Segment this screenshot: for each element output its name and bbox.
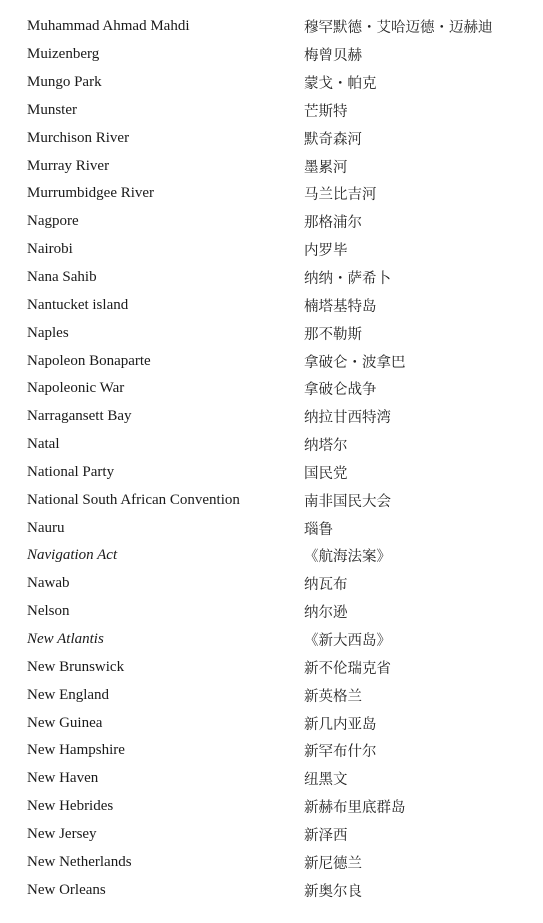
glossary-row [0,291,543,319]
glossary-row [0,486,543,514]
chinese-term: 新赫布里底群岛 [304,800,406,817]
glossary-row [0,236,543,264]
chinese-term: 墨累河 [304,159,348,176]
chinese-term: 纳尔逊 [304,605,348,622]
english-term: Nantucket island [27,296,129,313]
english-term: Nawab [27,575,70,592]
english-term: Nagpore [27,213,79,230]
glossary-row [0,13,543,41]
chinese-term: 新奥尔良 [304,883,362,900]
glossary-row [0,514,543,542]
chinese-term: 拿破仑战争 [304,382,377,399]
glossary-row [0,848,543,876]
chinese-term: 梅曾贝赫 [304,48,362,65]
glossary-row [0,319,543,347]
glossary-row [0,820,543,848]
glossary-row [0,431,543,459]
english-term: Murray River [27,157,110,174]
english-term: Natal [27,436,60,453]
english-term: Muizenberg [27,46,100,63]
english-term: National Party [27,463,115,480]
chinese-term: 新几内亚岛 [304,716,377,733]
chinese-term: 那格浦尔 [304,215,362,232]
english-term: National South African Convention [27,491,240,508]
english-term: Navigation Act [27,547,118,564]
english-term: New England [27,686,110,703]
glossary-list [0,13,543,904]
glossary-row [0,626,543,654]
glossary-row [0,570,543,598]
english-term: Nairobi [27,241,73,258]
chinese-term: 蒙戈・帕克 [304,76,377,93]
english-term: New Hebrides [27,798,114,815]
glossary-row [0,375,543,403]
chinese-term: 新不伦瑞克省 [304,660,391,677]
glossary-row [0,403,543,431]
english-term: Murchison River [27,129,130,146]
chinese-term: 芒斯特 [304,103,348,120]
chinese-term: 《航海法案》 [304,549,391,566]
glossary-row [0,41,543,69]
glossary-row [0,264,543,292]
english-term: New Atlantis [27,630,104,647]
glossary-row [0,793,543,821]
english-term: Napoleon Bonaparte [27,352,151,369]
chinese-term: 拿破仑・波拿巴 [304,354,406,371]
english-term: New Brunswick [27,658,125,675]
english-term: Napoleonic War [27,380,125,397]
english-term: Mungo Park [27,74,102,91]
glossary-row [0,347,543,375]
english-term: Nana Sahib [27,269,97,286]
chinese-term: 马兰比吉河 [304,187,377,204]
english-term: New Haven [27,770,99,787]
chinese-term: 纳拉甘西特湾 [304,410,391,427]
chinese-term: 那不勒斯 [304,326,362,343]
chinese-term: 默奇森河 [304,131,362,148]
glossary-row [0,124,543,152]
glossary-row [0,459,543,487]
english-term: Naples [27,324,69,341]
glossary-row [0,681,543,709]
chinese-term: 新罕布什尔 [304,744,377,761]
english-term: Murrumbidgee River [27,185,155,202]
glossary-row [0,97,543,125]
english-term: New Orleans [27,881,106,898]
chinese-term: 纳纳・萨希卜 [304,271,391,288]
glossary-row [0,152,543,180]
chinese-term: 新泽西 [304,827,348,844]
english-term: Nelson [27,603,70,620]
chinese-term: 新尼德兰 [304,855,362,872]
glossary-row [0,876,543,904]
english-term: Munster [27,101,77,118]
glossary-row [0,765,543,793]
english-term: New Netherlands [27,853,132,870]
glossary-row [0,542,543,570]
glossary-row [0,180,543,208]
english-term: New Hampshire [27,742,125,759]
chinese-term: 《新大西岛》 [304,632,391,649]
glossary-row [0,709,543,737]
chinese-term: 纽黑文 [304,772,348,789]
glossary-row [0,653,543,681]
chinese-term: 楠塔基特岛 [304,298,377,315]
english-term: New Jersey [27,825,97,842]
chinese-term: 纳塔尔 [304,438,348,455]
glossary-row [0,69,543,97]
chinese-term: 内罗毕 [304,243,348,260]
chinese-term: 国民党 [304,465,348,482]
chinese-term: 瑙鲁 [304,521,333,538]
chinese-term: 穆罕默德・艾哈迈德・迈赫迪 [304,20,493,37]
chinese-term: 南非国民大会 [304,493,391,510]
glossary-row [0,598,543,626]
english-term: New Guinea [27,714,103,731]
glossary-row [0,737,543,765]
chinese-term: 新英格兰 [304,688,362,705]
chinese-term: 纳瓦布 [304,577,348,594]
english-term: Narragansett Bay [27,408,132,425]
english-term: Nauru [27,519,65,536]
glossary-row [0,208,543,236]
english-term: Muhammad Ahmad Mahdi [27,18,190,35]
